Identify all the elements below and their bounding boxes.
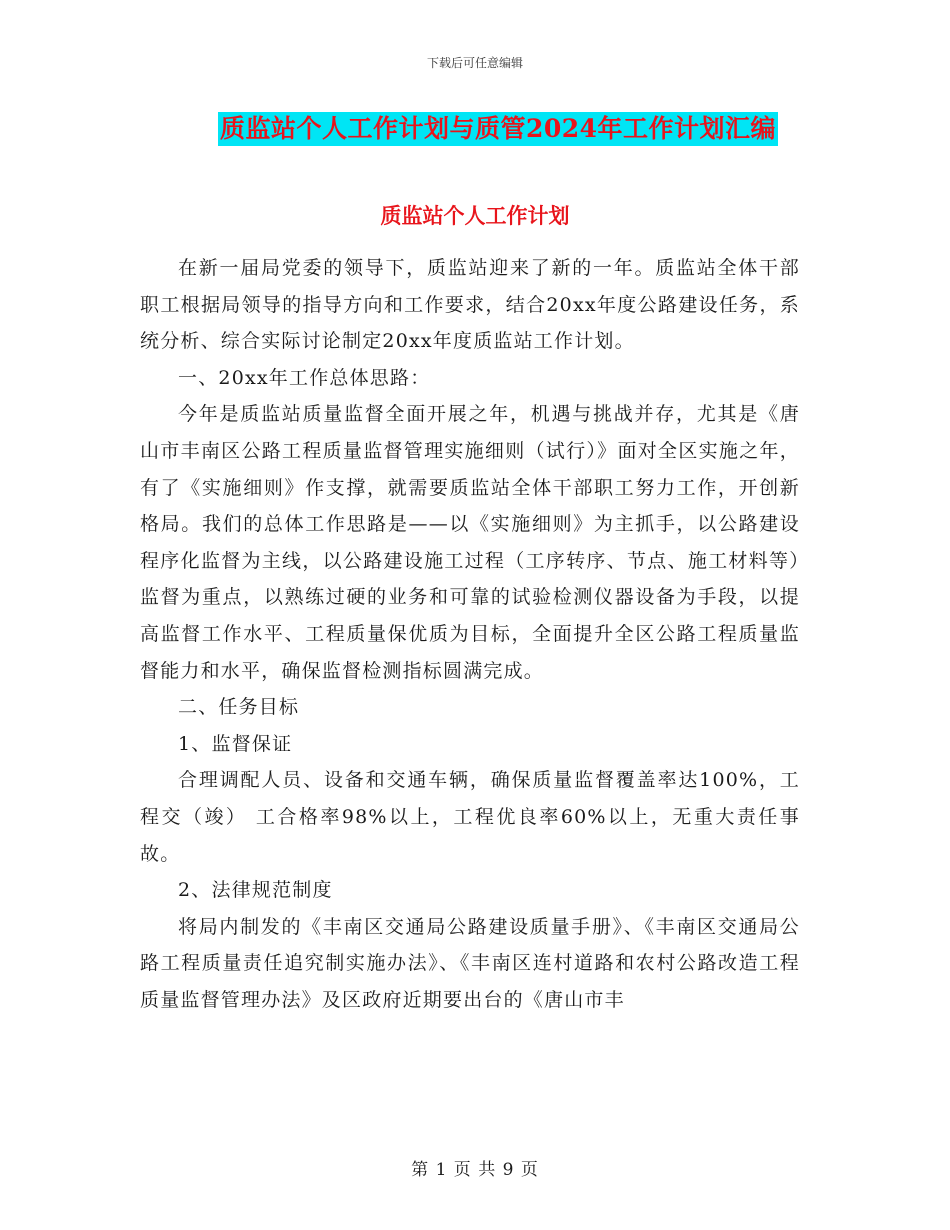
heading-task-goals: 二、任务目标 [178, 696, 300, 719]
page-header-note: 下载后可任意编辑 [426, 56, 523, 70]
paragraph-legal-regulations: 将局内制发的《丰南区交通局公路建设质量手册》、《丰南区交通局公路工程质量责任追究制实施办法》、《丰南区连村道路和农村公路改造工程质量监督管理办法》及区政府近期要出台的《唐山市丰 [140, 915, 800, 1011]
subheading-legal-regulations: 2、法律规范制度 [178, 879, 333, 902]
page-number: 第 1 页 共 9 页 [411, 1160, 539, 1180]
paragraph-overall-approach: 今年是质监站质量监督全面开展之年，机遇与挑战并存，尤其是《唐山市丰南区公路工程质量监督管理实施细则（试行）》面对全区实施之年，有了《实施细则》作支撑，就需要质监站全体干部职工努力工作，开创新格局。我们的总体工作思路是——以《实施细则》为主抓手，以公路建设程序化监督为主线，以公路建设施工过程（工序转序、节点、施工材料等）监督为重点，以熟练过硬的业务和可靠的试验检测仪器设备为手段，以提高监督工作水平、工程质量保优质为目标，全面提升全区公路工程质量监督能力和水平，确保监督检测指标圆满完成。 [140, 403, 800, 682]
document-title: 质监站个人工作计划与质管2024年工作计划汇编 [218, 112, 778, 146]
section-title: 质监站个人工作计划 [380, 203, 570, 228]
heading-overall-approach: 一、20xx年工作总体思路： [178, 366, 431, 389]
paragraph-supervision-guarantee: 合理调配人员、设备和交通车辆，确保质量监督覆盖率达100%，工程交（竣） 工合格率98%以上，工程优良率60%以上，无重大责任事故。 [140, 769, 800, 865]
paragraph-intro: 在新一届局党委的领导下，质监站迎来了新的一年。质监站全体干部职工根据局领导的指导方向和工作要求，结合20xx年度公路建设任务，系统分析、综合实际讨论制定20xx年度质监站工作计划。 [140, 257, 800, 353]
document-title-container [0, 112, 950, 146]
subheading-supervision-guarantee: 1、监督保证 [178, 732, 293, 755]
document-body [140, 250, 800, 1018]
